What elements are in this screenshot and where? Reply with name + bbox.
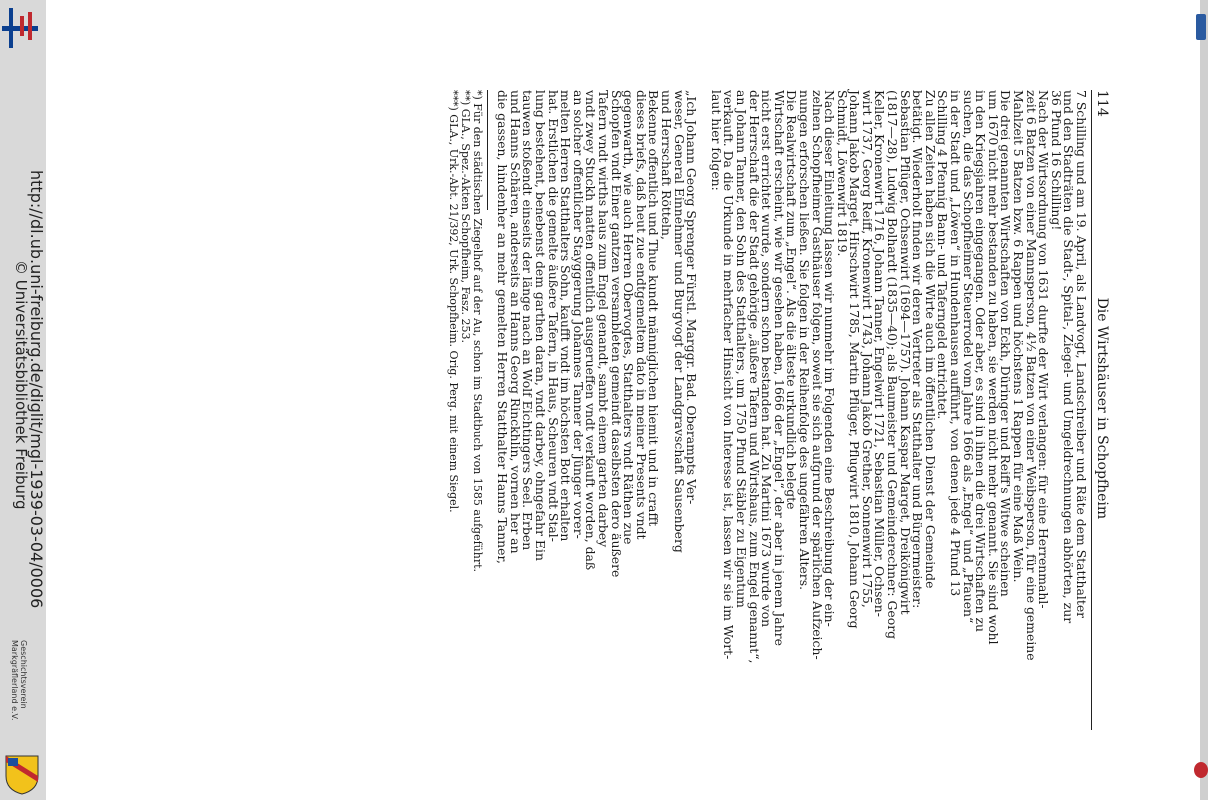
running-title: Die Wirtshäuser in Schopfheim [1094, 297, 1110, 520]
quote-line: und Hanns Schären, anderseits an Hanns Georg Rinckhlin, vornen her an [507, 90, 523, 554]
university-logo-icon [0, 0, 46, 60]
quote-line: dieses briefs, daß heut zue endtgemeltem dato in meiner Presents vndt [633, 90, 649, 540]
copyright-text: © Universitätsbibliothek Freiburg [12, 260, 30, 510]
record-marker-icon [1194, 762, 1208, 778]
text-line: Schilling 4 Pfennig Bann- und Taferngeld entrichtet. [935, 90, 951, 420]
text-line: betätigt. Wiederholt finden wir deren Vertreter als Statthalter und Bürgermeister: [910, 90, 926, 609]
quote-line: die gassen, hindenher an mehr gemelten Herren Statthalter Hanns Tanner, [495, 90, 511, 564]
text-line: und den Stadträten die Stadt-, Spital-, Ziegel- und Umgeldrechnungen abhörten, zur [1061, 90, 1077, 624]
quote-line: Bekenne offentlich und Thue kundt männiglichen hiemit und in crafft [646, 90, 662, 527]
text-line: suchen, die das Schopfheimer Steuerrodel vom Jahre 1666 als „Engel“ und „Pfauen“ [960, 90, 976, 624]
quote-line: Tafern vndt wirths haus zum Engel genandt, sambt einem garten darbey [596, 90, 612, 548]
permalink-url[interactable]: http://dl.ub.uni-freiburg.de/diglit/mgl-1939-03-04/0006 [27, 170, 46, 609]
text-line: (1817—28), Ludwig Bolhardt (1835—40); als Baumeister und Gemeinderechner: Georg [885, 90, 901, 640]
nav-marker-icon [1196, 14, 1206, 40]
text-line: Mahlzeit 5 Batzen bzw. 6 Rappen und höchstens 1 Rappen für eine Maß Wein. [1011, 90, 1027, 583]
paragraph-1 [709, 90, 1087, 730]
viewer-right-edge [1200, 0, 1208, 800]
text-line: zelnen Schopfheimer Gasthäuser folgen, soweit sie sich aufgrund der spärlichen Aufzeich- [809, 90, 825, 660]
text-line: laut hier folgen: [708, 90, 724, 191]
text-line: der Herrschaft die der Stadt gehörige „äußere Tafern und Wirtshaus, zum Engel genannt“, [746, 90, 762, 664]
quote-line: und Herrschaft Rötteln, [659, 90, 674, 240]
footnote-line: *) Für den städtischen Ziegelhof auf der Au, schon im Stadtbuch von 1585 aufgeführt. [470, 90, 484, 573]
scanned-page [447, 90, 1112, 730]
quote-line: lung bestehent, benebenst dem garthen daran, vndt darbey, ohngefahr Ein [533, 90, 549, 561]
text-line: Wirtschaft erscheint, wie wir gesehen haben, 1666 der „Engel“, der aber in jenem Jahre [771, 90, 787, 646]
quote-line: weser, General Einnehmer und Burgvogt der Landgravschaft Sausenberg [671, 90, 687, 553]
text-line: nungen erforschen ließen. Sie folgen in der Reihenfolge des ungefähren Alters. [796, 90, 812, 591]
text-line: 7 Schilling und am 19. April, als Landvogt, Landschreiber und Räte dem Statthalter [1074, 90, 1089, 619]
paragraph-2-quote [496, 90, 698, 730]
quote-line: Schopfen vndt Einer gantzen versambleten gemeindt daselbsten dero äußere [608, 90, 624, 578]
text-line: Nach der Wirtsordnung von 1631 durfte der Wirt verlangen: für eine Herrenmahl- [1036, 90, 1052, 609]
quote-line: „Ich Johann Georg Sprenger Fürstl. Marggr. Bad. Oberampts Ver- [684, 90, 700, 505]
text-line: Keller, Kronenwirt 1716, Johann Tanner, Engelwirt 1721, Sebastian Müller, Ochsen- [872, 90, 888, 617]
text-line: Die drei genannten Wirtschaften von Eckh, Düringer und Reiff's Witwe scheinen [998, 90, 1014, 597]
text-line: Schmidt, Löwenwirt 1819. [834, 90, 850, 257]
quote-line: tauwen stoßendt einseits der länge nach an Wolf Eichtingers Seel. Erben [520, 90, 536, 551]
text-line: Sebastian Pflüger, Ochsenwirt (1694—1757). Johann Kaspar Marget, Dreikönigwirt [897, 90, 913, 615]
text-line: Nach dieser Einleitung lassen wir nunmehr im Folgenden eine Beschreibung der ein- [822, 90, 838, 627]
text-line: wirt 1737, Georg Reiff, Kronenwirt 1743, Johann Jakob Grether, Sonnenwirt 1755, [859, 90, 875, 608]
text-line: Zu allen Zeiten haben sich die Wirte auch im öffentlichen Dienst der Gemeinde [922, 90, 938, 589]
text-line: zeit 6 Batzen von einer Mannsperson, 4½ Batzen von einer Weibsperson, für eine gemeine [1023, 90, 1039, 661]
text-line: Johann Jakob Marget, Hirschwirt 1785, Martin Pflüger, Pflugwirt 1810, Johann Georg [847, 90, 863, 629]
footnotes [447, 90, 483, 730]
society-label: Geschichtsverein Markgräflerland e.V. [10, 640, 28, 721]
text-line: um 1670 nicht mehr bestanden zu haben, sie werden nicht mehr genannt. Sie sind wohl [985, 90, 1001, 645]
text-line: an Johann Tanner, den Sohn des Statthalters, um 1750 Pfund Stäbler zu Eigentum [733, 90, 749, 608]
quote-line: an solcher offentlicher Stayggerung Johannes Tanner der Jünger vorer- [570, 90, 586, 539]
text-line: in den Kriegsjahren eingegangen. Oder aber, es sind in ihnen die drei Wirtschaften zu [973, 90, 989, 633]
footnote-divider [487, 90, 488, 210]
quote-line: gegenwarth, wie auch Herren Obervogtes, Statthalters vndt Räthen zue [621, 90, 637, 545]
quote-line: hat. Erstlichen die gemelte äußere Tafern, in Haus, Scheuren vndt Stal- [545, 90, 561, 542]
footnote-line: **) GLA., Spez.-Akten Schopfheim, Fasz. 253. [458, 90, 472, 343]
page-header [1091, 90, 1112, 730]
text-line: in der Stadt und „Löwen“ in Hundenhausen aufführt, von denen jede 4 Pfund 13 [948, 90, 964, 597]
quote-line: vndt zwey Stuckh matten offentlich ausgerueffen vndt verkauft worden, daß [583, 90, 599, 571]
text-line: verkauft. Da die Urkunde in mehrfacher Hinsicht von Interesse ist, lassen wir sie im Wort- [721, 90, 737, 660]
text-line: 36 Pfund 16 Schilling! [1048, 90, 1064, 231]
footnote-line: ***) GLA., Urk.-Abt. 21/392, Urk. Schopfheim. Orig. Perg. mit einem Siegel. [446, 90, 460, 513]
quote-line: melten Herren Statthalters Sohn, kaufft vndt im höchsten Bott erhalten [558, 90, 574, 542]
text-line: nicht erst errichtet wurde, sondern schon bestanden hat. Zu Martini 1673 wurde von [759, 90, 775, 628]
coat-of-arms-icon [2, 752, 42, 796]
text-line: Die Realwirtschaft zum „Engel“. Als die älteste urkundlich belegte [784, 90, 800, 510]
page-number: 114 [1094, 90, 1110, 117]
